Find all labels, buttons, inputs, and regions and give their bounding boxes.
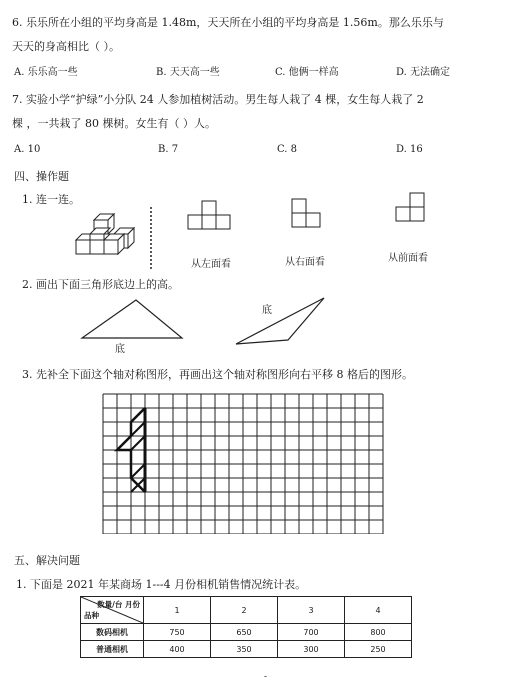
- hatch-mark: [131, 436, 145, 450]
- corner-bottom-label: 品种: [84, 611, 99, 620]
- q6-option-a: A. 乐乐高一些: [14, 67, 78, 78]
- caption-right-view: 从右面看: [285, 257, 325, 268]
- month-header: 1: [144, 597, 211, 624]
- q6-line2: 天天的身高相比（ ）。: [12, 40, 120, 53]
- month-header: 3: [278, 597, 345, 624]
- caption-left-view: 从左面看: [191, 259, 231, 270]
- table-cell: 700: [278, 624, 345, 641]
- table-cell: 250: [345, 641, 412, 658]
- section4-title: 四、操作题: [14, 170, 69, 183]
- view-figure-2: [289, 198, 323, 242]
- table-cell: 350: [211, 641, 278, 658]
- table-cell: 650: [211, 624, 278, 641]
- month-header: 2: [211, 597, 278, 624]
- section5-title: 五、解决问题: [14, 554, 80, 567]
- view-figure-3: [393, 192, 427, 236]
- q7-option-d: D. 16: [396, 144, 423, 155]
- q7-option-c: C. 8: [277, 144, 298, 155]
- camera-sales-table: [80, 596, 412, 658]
- table-cell: 750: [144, 624, 211, 641]
- table-cell: 800: [345, 624, 412, 641]
- triangle-1: [78, 296, 186, 342]
- row-label: 数码相机: [81, 624, 144, 641]
- q6-option-b: B. 天天高一些: [156, 67, 220, 78]
- view-figure-1: [187, 200, 233, 234]
- table-header-row: [81, 597, 412, 624]
- q7-line2: 棵 ，一共栽了 80 棵树。女生有（ ）人。: [12, 117, 216, 130]
- hatch-mark: [131, 422, 145, 436]
- row-label: 普通相机: [81, 641, 144, 658]
- section4-q2-label: 2. 画出下面三角形底边上的高。: [22, 278, 179, 291]
- table-row: [81, 641, 412, 658]
- section5-q1-label: 1. 下面是 2021 年某商场 1---4 月份相机销售情况统计表。: [16, 578, 307, 591]
- q7-option-a: A. 10: [14, 144, 41, 155]
- triangle-2-base-label: 底: [262, 305, 272, 316]
- corner-top-label: 数量/台 月份: [97, 600, 140, 609]
- triangle-2: [232, 294, 328, 348]
- q6-option-c: C. 他俩一样高: [275, 67, 339, 78]
- q7-line1: 7. 实验小学“护绿”小分队 24 人参加植树活动。男生每人栽了 4 棵，女生每人栽了 2: [12, 93, 424, 106]
- q6-option-d: D. 无法确定: [396, 67, 451, 78]
- table-corner-cell: [81, 597, 144, 624]
- dotted-divider: [149, 207, 153, 271]
- section4-q1-label: 1. 连一连。: [22, 193, 80, 206]
- table-cell: 400: [144, 641, 211, 658]
- q7-option-b: B. 7: [158, 144, 179, 155]
- month-header: 4: [345, 597, 412, 624]
- caption-front-view: 从前面看: [388, 253, 428, 264]
- section4-q3-label: 3. 先补全下面这个轴对称图形，再画出这个轴对称图形向右平移 8 格后的图形。: [22, 368, 413, 381]
- table-cell: 300: [278, 641, 345, 658]
- symmetry-grid: [99, 392, 389, 534]
- page-footer-mark: -: [264, 672, 268, 682]
- triangle-1-base-label: 底: [115, 344, 125, 355]
- table-row: [81, 624, 412, 641]
- cube-stack-figure: [72, 212, 140, 264]
- hatch-mark: [131, 464, 145, 478]
- q6-line1: 6. 乐乐所在小组的平均身高是 1.48m，天天所在小组的平均身高是 1.56m。那么乐乐与: [12, 16, 444, 29]
